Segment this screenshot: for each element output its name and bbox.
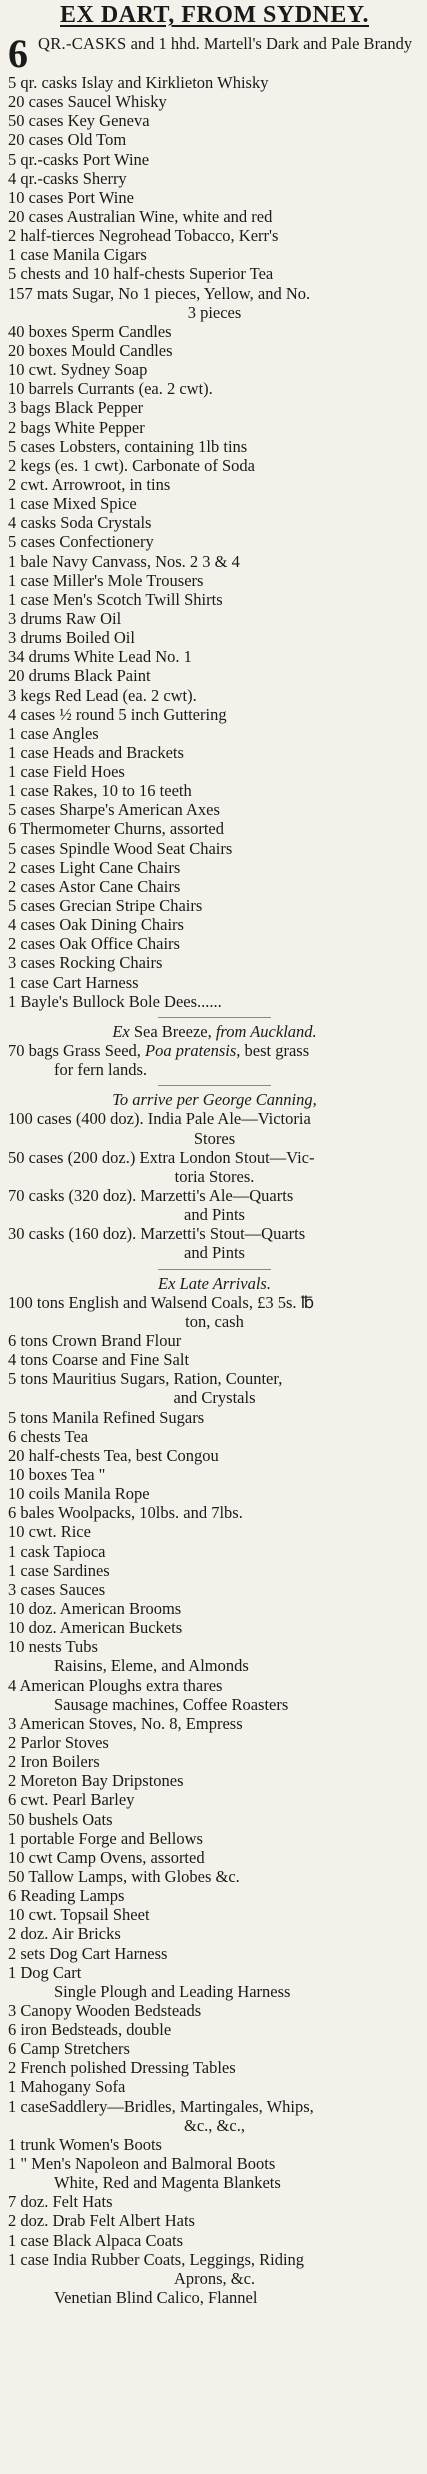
list-item: 34 drums White Lead No. 1 bbox=[8, 647, 192, 667]
list-item: 1 " Men's Napoleon and Balmoral Boots bbox=[8, 2154, 276, 2174]
list-item: 50 Tallow Lamps, with Globes &c. bbox=[8, 1866, 240, 1886]
section-divider bbox=[158, 1014, 271, 1018]
list-item: 4 American Ploughs extra thares bbox=[8, 1675, 223, 1695]
list-item: 1 case India Rubber Coats, Leggings, Riding bbox=[8, 2249, 305, 2269]
list-item: 10 barrels Currants (ea. 2 cwt). bbox=[8, 379, 213, 399]
list-item: 20 cases Old Tom bbox=[8, 130, 127, 150]
list-item: 40 boxes Sperm Candles bbox=[8, 321, 172, 341]
list-item: 7 doz. Felt Hats bbox=[8, 2192, 113, 2212]
list-item: 6 tons Crown Brand Flour bbox=[8, 1331, 182, 1350]
list-item: 5 chests and 10 half-chests Superior Tea bbox=[8, 264, 274, 284]
sea-breeze-line1-em: Poa pratensis bbox=[145, 1041, 237, 1061]
drop-cap: 6 bbox=[8, 31, 28, 76]
list-item: 1 caseSaddlery—Bridles, Martingales, Whips, bbox=[8, 2096, 314, 2116]
list-item: 3 cases Sauces bbox=[8, 1579, 106, 1599]
list-item: 1 case Manila Cigars bbox=[8, 245, 147, 265]
sea-breeze-ship: Sea Breeze, bbox=[129, 1021, 216, 1041]
headline: EX DART, FROM SYDNEY. bbox=[59, 2, 369, 28]
list-item: Sausage machines, Coffee Roasters bbox=[54, 1694, 289, 1714]
list-item: 2 cases Light Cane Chairs bbox=[8, 857, 181, 877]
list-item: 10 doz. American Brooms bbox=[8, 1598, 182, 1618]
list-item: 5 tons Manila Refined Sugars bbox=[8, 1407, 205, 1427]
list-item: 1 case Black Alpaca Coats bbox=[8, 2230, 184, 2250]
list-item: 2 Parlor Stoves bbox=[8, 1732, 109, 1752]
list-item: 10 cwt. Sydney Soap bbox=[8, 360, 148, 380]
list-item: 2 doz. Drab Felt Albert Hats bbox=[8, 2211, 195, 2231]
list-item: 3 bags Black Pepper bbox=[8, 398, 144, 418]
lead-qr: QR.-CASKS bbox=[38, 34, 127, 53]
list-item: 1 Mahogany Sofa bbox=[8, 2077, 126, 2097]
list-item: 50 cases (200 doz.) Extra London Stout—Vic- bbox=[8, 1147, 315, 1167]
list-item: 10 cwt. Rice bbox=[8, 1522, 91, 1542]
list-item: 20 drums Black Paint bbox=[8, 666, 151, 686]
list-item: 6 iron Bedsteads, double bbox=[8, 2020, 172, 2040]
list-item: 6 Reading Lamps bbox=[8, 1886, 125, 1906]
sea-breeze-line1-pre: 70 bags Grass Seed, bbox=[8, 1041, 146, 1061]
list-item: 1 case Rakes, 10 to 16 teeth bbox=[8, 781, 192, 801]
dart-cargo-list bbox=[8, 73, 421, 1011]
list-item: 5 cases Lobsters, containing 1lb tins bbox=[8, 436, 248, 456]
list-item: 5 cases Spindle Wood Seat Chairs bbox=[8, 838, 233, 858]
list-item: 5 qr.-casks Port Wine bbox=[8, 149, 150, 169]
canning-list bbox=[8, 1109, 421, 1262]
list-item: 3 drums Raw Oil bbox=[8, 608, 122, 628]
list-item: Aprons, &c. bbox=[173, 2268, 256, 2288]
list-item: 2 cases Oak Office Chairs bbox=[8, 934, 180, 954]
list-item: 1 trunk Women's Boots bbox=[8, 2134, 162, 2154]
list-item: 1 case Miller's Mole Trousers bbox=[8, 570, 204, 590]
sea-breeze-heading bbox=[8, 1022, 421, 1041]
list-item: Raisins, Eleme, and Almonds bbox=[54, 1656, 249, 1676]
list-item: 6 chests Tea bbox=[8, 1426, 89, 1446]
list-item: 20 half-chests Tea, best Congou bbox=[8, 1445, 219, 1465]
list-item: 5 cases Sharpe's American Axes bbox=[8, 800, 220, 820]
list-item: and Pints bbox=[184, 1205, 245, 1225]
list-item: 100 cases (400 doz). India Pale Ale—Victoria bbox=[8, 1109, 311, 1129]
list-item: toria Stores. bbox=[174, 1166, 255, 1186]
list-item: 3 kegs Red Lead (ea. 2 cwt). bbox=[8, 685, 197, 705]
list-item: 10 cwt. Topsail Sheet bbox=[8, 1905, 150, 1925]
section-divider bbox=[158, 1082, 271, 1086]
list-item: 1 bale Navy Canvass, Nos. 2 3 & 4 bbox=[8, 551, 240, 571]
list-item: 4 qr.-casks Sherry bbox=[8, 168, 127, 188]
late-heading bbox=[8, 1274, 421, 1293]
list-item: 3 pieces bbox=[187, 302, 242, 322]
list-item: 10 cases Port Wine bbox=[8, 187, 134, 207]
list-item: 10 coils Manila Rope bbox=[8, 1484, 150, 1504]
list-item: 1 Bayle's Bullock Bole Dees...... bbox=[8, 991, 222, 1011]
list-item: Venetian Blind Calico, Flannel bbox=[54, 2288, 258, 2308]
list-item: 20 cases Saucel Whisky bbox=[8, 92, 167, 112]
list-item: 10 doz. American Buckets bbox=[8, 1618, 183, 1638]
list-item: 1 case Heads and Brackets bbox=[8, 742, 184, 762]
list-item: 4 casks Soda Crystals bbox=[8, 513, 152, 533]
list-item: 157 mats Sugar, No 1 pieces, Yellow, and No. bbox=[8, 283, 311, 303]
list-item: 2 Moreton Bay Dripstones bbox=[8, 1771, 184, 1791]
list-item: 2 doz. Air Bricks bbox=[8, 1924, 121, 1944]
list-item: 1 case Mixed Spice bbox=[8, 494, 137, 514]
list-item: 4 tons Coarse and Fine Salt bbox=[8, 1350, 190, 1370]
list-item: 70 casks (320 doz). Marzetti's Ale—Quarts bbox=[8, 1186, 294, 1206]
sea-breeze-line-1 bbox=[8, 1041, 421, 1060]
list-item: 1 case Cart Harness bbox=[8, 972, 139, 992]
list-item: 2 cwt. Arrowroot, in tins bbox=[8, 474, 171, 494]
list-item: 50 cases Key Geneva bbox=[8, 111, 150, 131]
late-heading-text: Ex Late Arrivals. bbox=[158, 1273, 271, 1293]
list-item: 2 French polished Dressing Tables bbox=[8, 2058, 236, 2078]
list-item: 1 portable Forge and Bellows bbox=[8, 1828, 203, 1848]
list-item: 1 cask Tapioca bbox=[8, 1541, 106, 1561]
list-item: 6 cwt. Pearl Barley bbox=[8, 1790, 135, 1810]
list-item: 3 American Stoves, No. 8, Empress bbox=[8, 1713, 243, 1733]
list-item: 6 Thermometer Churns, assorted bbox=[8, 819, 224, 839]
canning-heading-text: To arrive per George Canning, bbox=[112, 1090, 317, 1110]
list-item: 5 qr. casks Islay and Kirklieton Whisky bbox=[8, 73, 269, 92]
list-item: 2 bags White Pepper bbox=[8, 417, 145, 437]
list-item: 1 case Men's Scotch Twill Shirts bbox=[8, 589, 223, 609]
list-item: 50 bushels Oats bbox=[8, 1809, 113, 1829]
list-item: &c., &c., bbox=[184, 2115, 245, 2135]
lead-rest: and 1 hhd. Martell's Dark and Pale Brandy bbox=[126, 34, 413, 53]
list-item: 20 cases Australian Wine, white and red bbox=[8, 206, 273, 226]
list-item: 10 cwt Camp Ovens, assorted bbox=[8, 1847, 205, 1867]
section-divider bbox=[158, 1266, 271, 1270]
sea-breeze-ex: Ex bbox=[112, 1021, 130, 1041]
list-item: 30 casks (160 doz). Marzetti's Stout—Quarts bbox=[8, 1224, 306, 1244]
sea-breeze-line-2: for fern lands. bbox=[54, 1060, 148, 1080]
list-item: and Pints bbox=[184, 1243, 245, 1263]
list-item: 6 bales Woolpacks, 10lbs. and 7lbs. bbox=[8, 1503, 243, 1523]
canning-heading bbox=[8, 1090, 421, 1109]
lead-text bbox=[38, 34, 412, 73]
list-item: 4 cases Oak Dining Chairs bbox=[8, 915, 184, 935]
list-item: 5 tons Mauritius Sugars, Ration, Counter, bbox=[8, 1369, 283, 1389]
list-item: 2 kegs (es. 1 cwt). Carbonate of Soda bbox=[8, 455, 255, 475]
list-item: ton, cash bbox=[185, 1311, 244, 1331]
list-item: 1 case Angles bbox=[8, 723, 99, 743]
list-item: 2 sets Dog Cart Harness bbox=[8, 1943, 168, 1963]
list-item: 1 case Field Hoes bbox=[8, 762, 125, 782]
late-arrivals-list bbox=[8, 1293, 421, 2307]
list-item: 1 Dog Cart bbox=[8, 1962, 82, 1982]
list-item: 4 cases ½ round 5 inch Guttering bbox=[8, 704, 227, 724]
list-item: Stores bbox=[193, 1128, 236, 1148]
list-item: 3 drums Boiled Oil bbox=[8, 628, 135, 648]
list-item: Single Plough and Leading Harness bbox=[54, 1981, 291, 2001]
list-item: 2 half-tierces Negrohead Tobacco, Kerr's bbox=[8, 226, 279, 246]
list-item: and Crystals bbox=[173, 1388, 256, 1408]
lead-paragraph bbox=[8, 31, 421, 76]
list-item: 10 nests Tubs bbox=[8, 1637, 98, 1657]
list-item: 20 boxes Mould Candles bbox=[8, 340, 173, 360]
list-item: 6 Camp Stretchers bbox=[8, 2039, 130, 2059]
list-item: 2 Iron Boilers bbox=[8, 1752, 100, 1772]
sea-breeze-line1-post: , best grass bbox=[236, 1041, 310, 1061]
sea-breeze-from: from Auckland. bbox=[215, 1021, 317, 1041]
list-item: 3 cases Rocking Chairs bbox=[8, 953, 163, 973]
list-item: 10 boxes Tea " bbox=[8, 1464, 106, 1484]
list-item: White, Red and Magenta Blankets bbox=[54, 2173, 281, 2193]
list-item: 3 Canopy Wooden Bedsteads bbox=[8, 2000, 202, 2020]
list-item: 5 cases Grecian Stripe Chairs bbox=[8, 896, 203, 916]
list-item: 5 cases Confectionery bbox=[8, 532, 154, 552]
list-item: 2 cases Astor Cane Chairs bbox=[8, 876, 181, 896]
list-item: 100 tons English and Walsend Coals, £3 5s. ℔ bbox=[8, 1292, 315, 1312]
list-item: 1 case Sardines bbox=[8, 1560, 110, 1580]
